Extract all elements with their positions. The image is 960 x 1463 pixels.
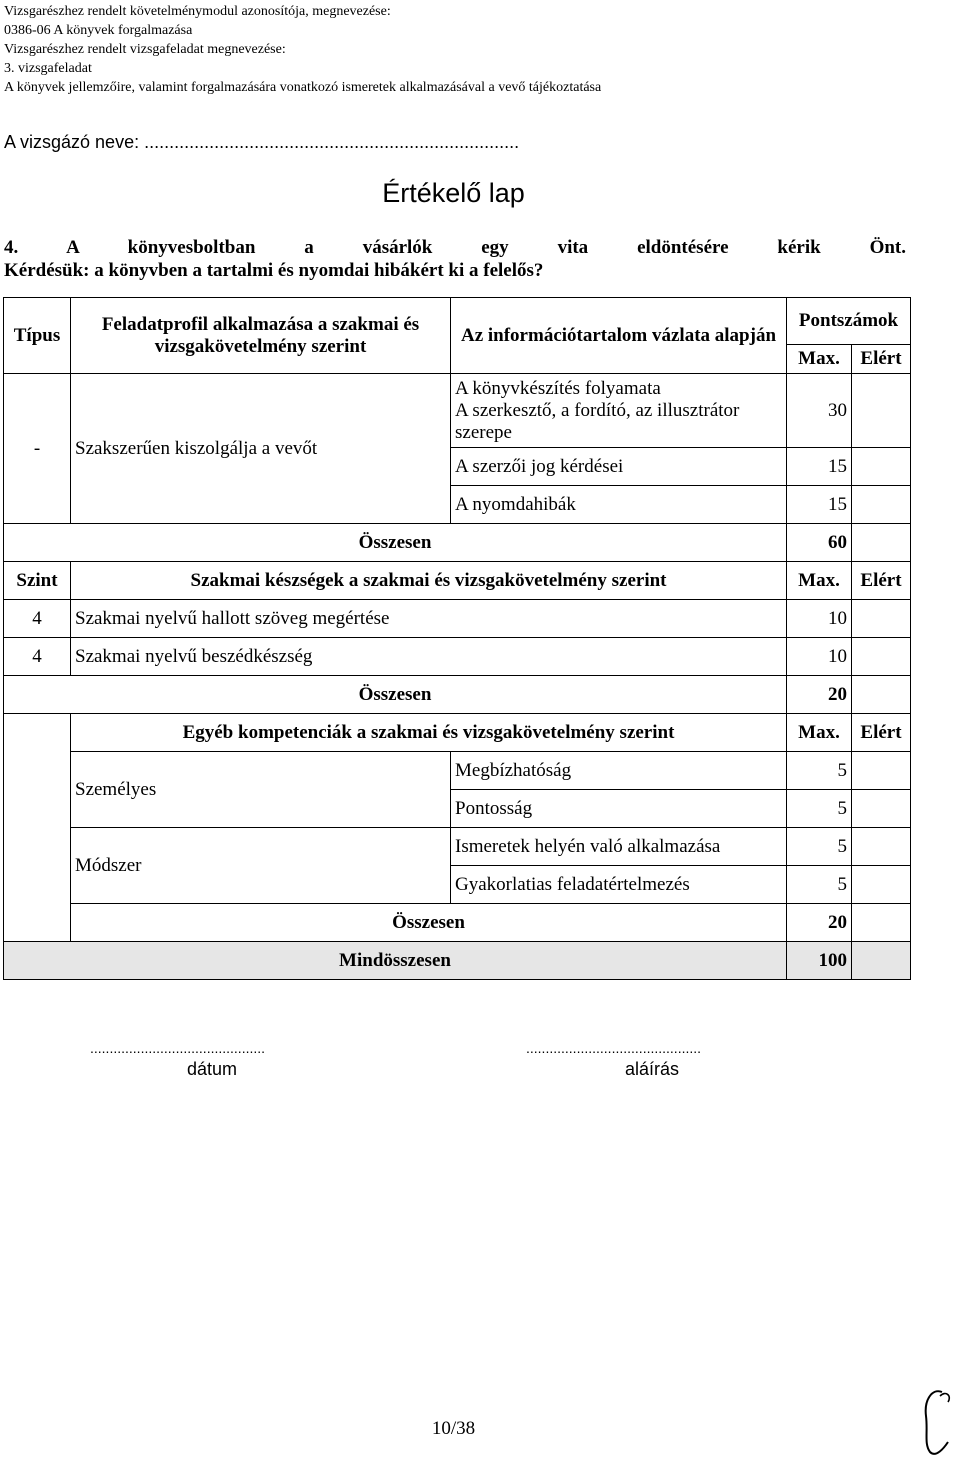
competency-item: Pontosság [451, 790, 787, 828]
competency-max: 5 [787, 866, 852, 904]
info-achieved [852, 448, 911, 486]
other-competencies-header: Egyéb kompetenciák a szakmai és vizsgakövetelmény szerint [71, 714, 787, 752]
signature-label: aláírás [625, 1059, 680, 1079]
total-max: 20 [787, 904, 852, 942]
total-label: Összesen [71, 904, 787, 942]
skill-item: Szakmai nyelvű beszédkészség [71, 638, 787, 676]
examinee-name-field: A vizsgázó neve: ........................................................................... [4, 132, 520, 152]
competency-item: Ismeretek helyén való alkalmazása [451, 828, 787, 866]
row-type: - [4, 374, 71, 524]
grand-total-max: 100 [787, 942, 852, 980]
competency-max: 5 [787, 790, 852, 828]
header-task-number: 3. vizsgafeladat [4, 61, 92, 76]
profile-header: Feladatprofil alkalmazása a szakmai és vizsgakövetelmény szerint [71, 298, 451, 374]
signature-line: ............................................. [526, 1040, 702, 1056]
task-line-1: 4. A könyvesboltban a vásárlók egy vita eldöntésére kérik Önt. [4, 237, 906, 258]
skill-level: 4 [4, 638, 71, 676]
max-header: Max. [787, 714, 852, 752]
max-header: Max. [787, 562, 852, 600]
info-achieved [852, 486, 911, 524]
header-task-name: A könyvek jellemzőire, valamint forgalmazására vonatkozó ismeretek alkalmazásával a vevő tájékoztatása [4, 80, 602, 95]
skill-item: Szakmai nyelvű hallott szöveg megértése [71, 600, 787, 638]
info-achieved [852, 374, 911, 448]
page-title: Értékelő lap [382, 178, 525, 208]
handwritten-initial [918, 1386, 958, 1458]
task-line-2: Kérdésük: a könyvben a tartalmi és nyomdai hibákért ki a felelős? [4, 260, 544, 281]
skill-achieved [852, 600, 911, 638]
info-max: 30 [787, 374, 852, 448]
skill-achieved [852, 638, 911, 676]
competency-achieved [852, 866, 911, 904]
total-achieved [852, 904, 911, 942]
date-line: ............................................. [90, 1040, 266, 1056]
header-task-label: Vizsgarészhez rendelt vizsgafeladat megnevezése: [4, 42, 286, 57]
total-achieved [852, 524, 911, 562]
total-max: 20 [787, 676, 852, 714]
competency-achieved [852, 790, 911, 828]
task-description [4, 236, 906, 282]
total-max: 60 [787, 524, 852, 562]
grand-total-achieved [852, 942, 911, 980]
level-header: Szint [4, 562, 71, 600]
header-module-name: 0386-06 A könyvek forgalmazása [4, 23, 193, 38]
info-max: 15 [787, 486, 852, 524]
type-header: Típus [4, 298, 71, 374]
info-header: Az információtartalom vázlata alapján [451, 298, 787, 374]
personal-label: Személyes [71, 752, 451, 828]
competency-max: 5 [787, 752, 852, 790]
date-label: dátum [187, 1059, 238, 1079]
method-label: Módszer [71, 828, 451, 904]
row-profile: Szakszerűen kiszolgálja a vevőt [71, 374, 451, 524]
skill-max: 10 [787, 638, 852, 676]
competency-achieved [852, 752, 911, 790]
grand-total-label: Mindösszesen [4, 942, 787, 980]
page-number: 10/38 [431, 1418, 476, 1439]
skill-level: 4 [4, 600, 71, 638]
achieved-header: Elért [852, 562, 911, 600]
total-label: Összesen [4, 524, 787, 562]
info-item: A nyomdahibák [451, 486, 787, 524]
skills-header: Szakmai készségek a szakmai és vizsgakövetelmény szerint [71, 562, 787, 600]
competency-item: Megbízhatóság [451, 752, 787, 790]
max-header: Max. [787, 345, 852, 374]
info-item: A szerzői jog kérdései [451, 448, 787, 486]
points-header: Pontszámok [787, 298, 911, 345]
achieved-header: Elért [852, 345, 911, 374]
competency-achieved [852, 828, 911, 866]
evaluation-table [3, 297, 911, 980]
blank-cell [4, 714, 71, 942]
total-label: Összesen [4, 676, 787, 714]
achieved-header: Elért [852, 714, 911, 752]
info-max: 15 [787, 448, 852, 486]
competency-max: 5 [787, 828, 852, 866]
skill-max: 10 [787, 600, 852, 638]
total-achieved [852, 676, 911, 714]
competency-item: Gyakorlatias feladatértelmezés [451, 866, 787, 904]
header-module-label: Vizsgarészhez rendelt követelménymodul azonosítója, megnevezése: [4, 4, 391, 19]
info-item: A könyvkészítés folyamata A szerkesztő, a fordító, az illusztrátor szerepe [451, 374, 787, 448]
